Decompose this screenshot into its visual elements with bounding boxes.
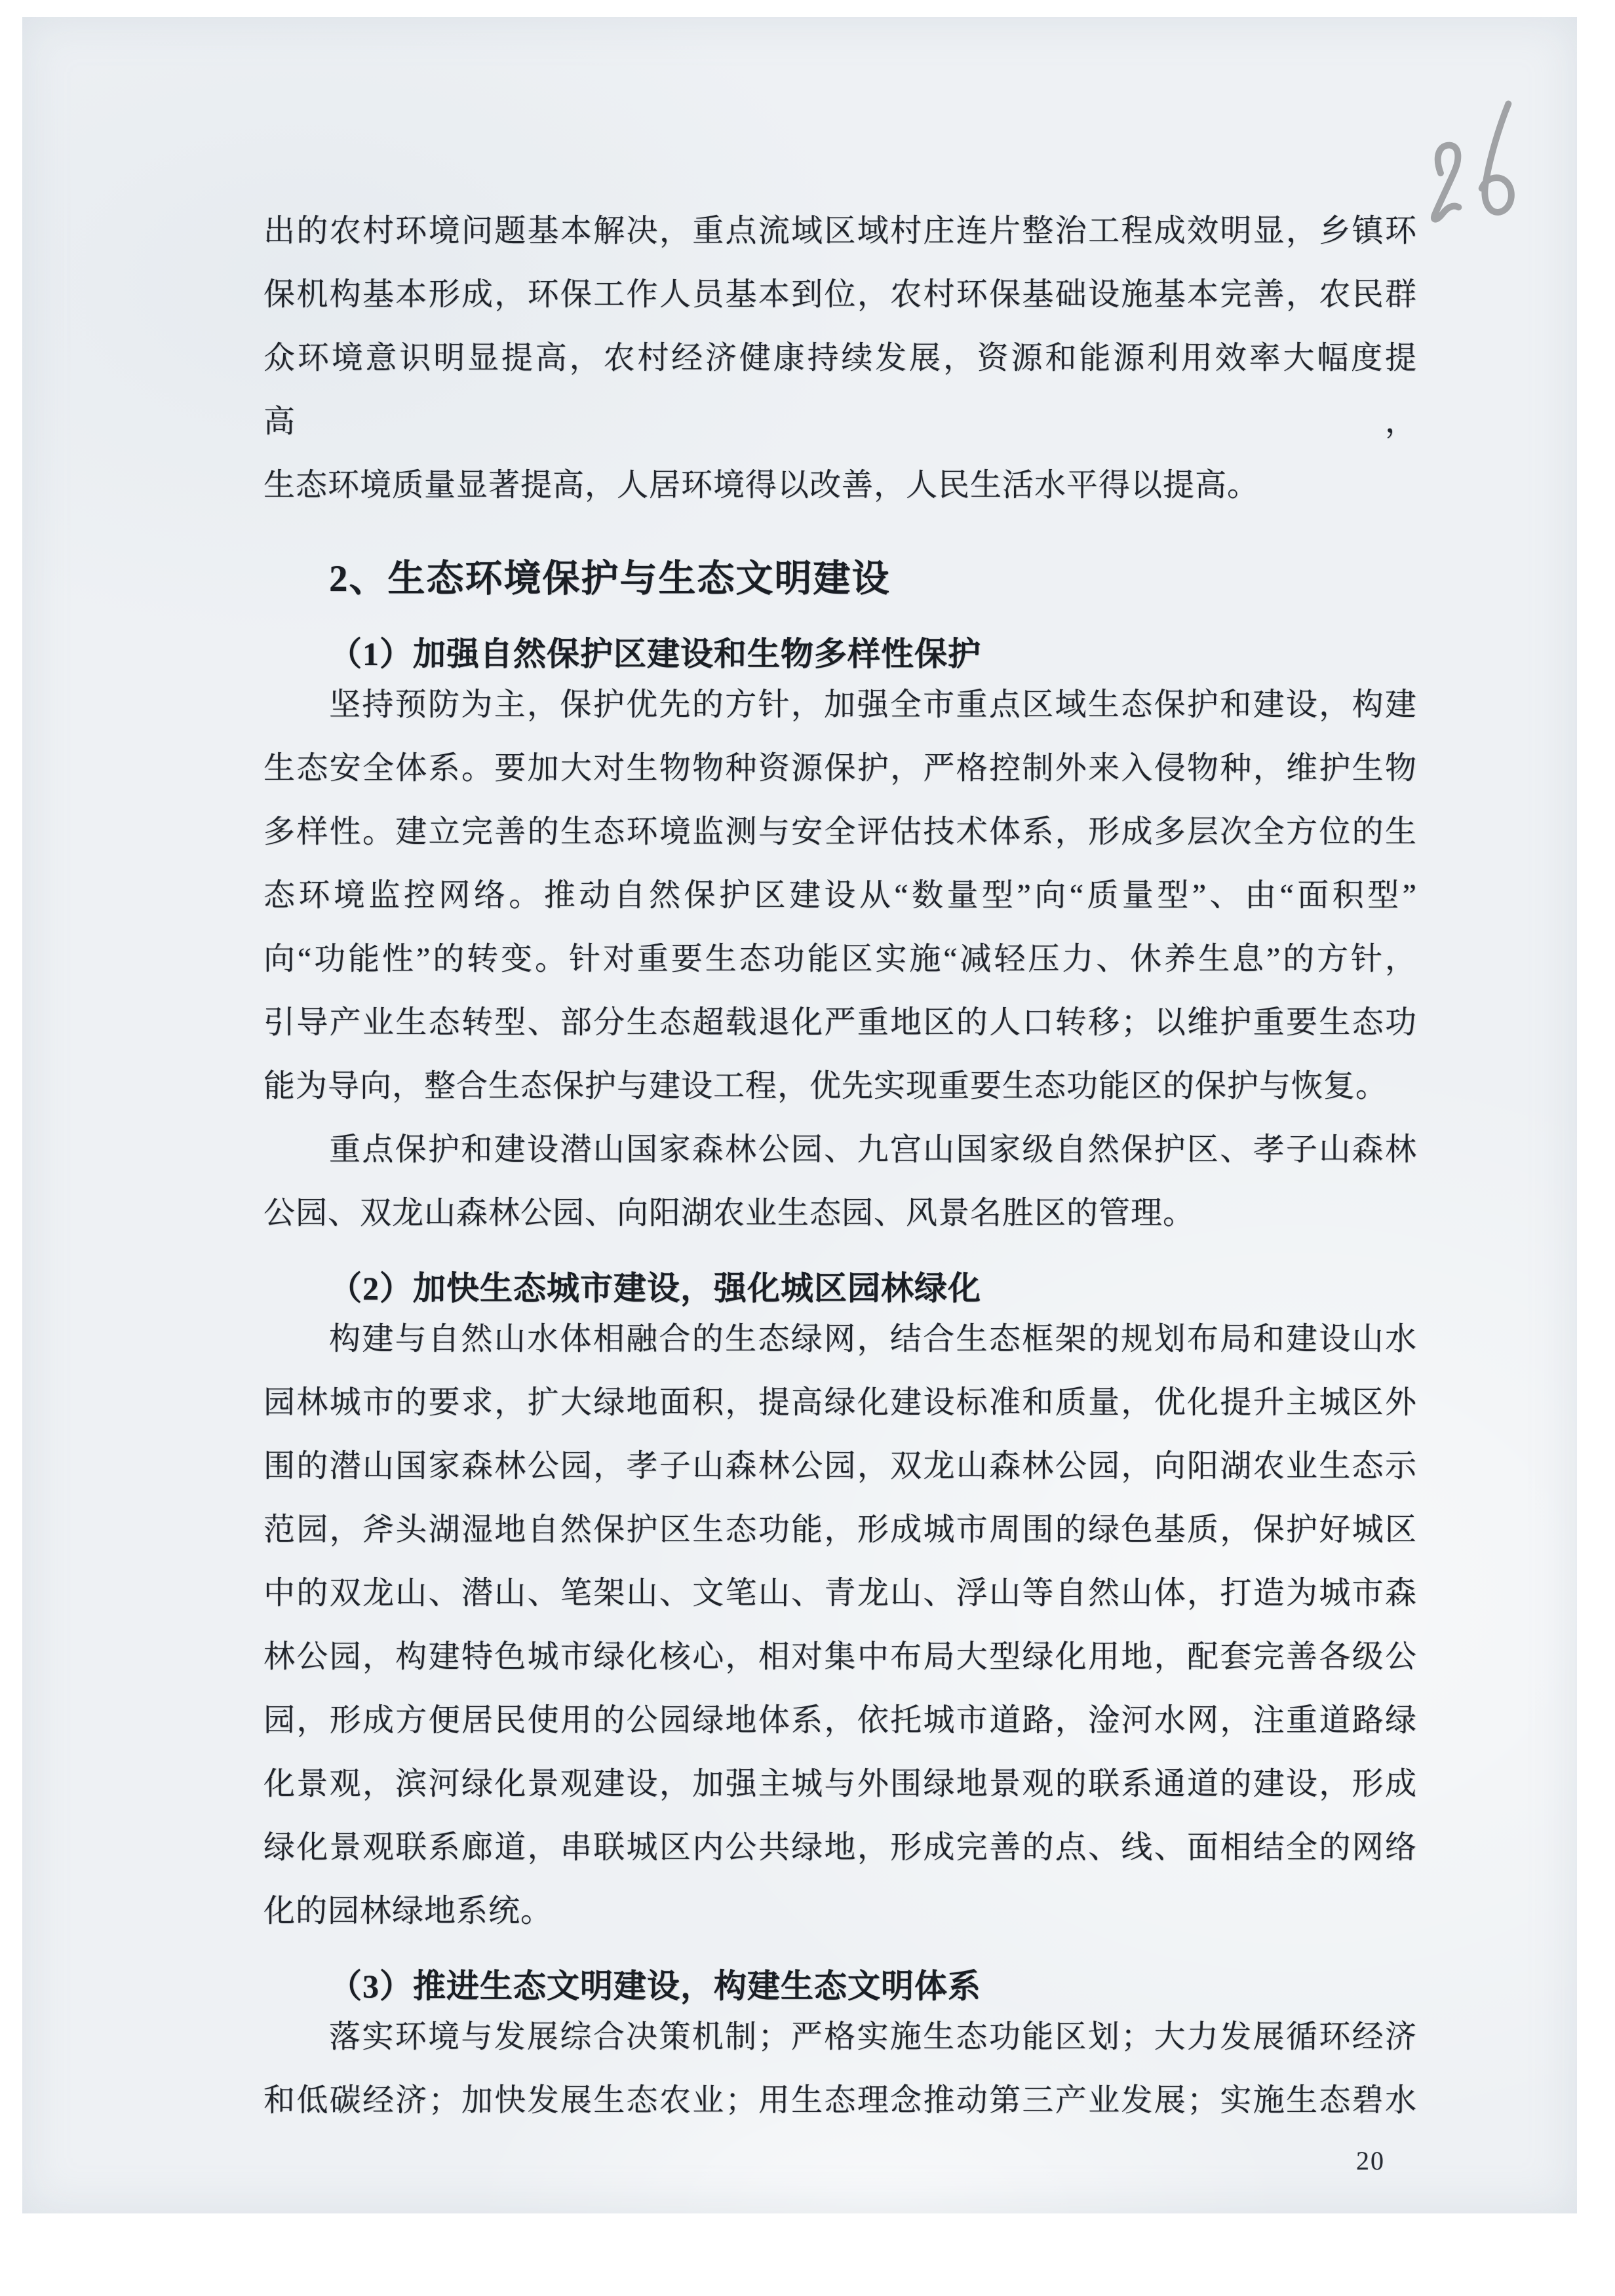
body-line: 围的潜山国家森林公园，孝子山森林公园，双龙山森林公园，向阳湖农业生态示 [263,1449,1417,1483]
body-line: 化景观，滨河绿化景观建设，加强主城与外围绿地景观的联系通道的建设，形成 [263,1767,1417,1801]
body-line: 保机构基本形成，环保工作人员基本到位，农村环保基础设施基本完善，农民群 [263,277,1417,312]
body-line: 生态安全体系。要加大对生物物种资源保护，严格控制外来入侵物种，维护生物 [263,751,1417,786]
body-line: 园，形成方便居民使用的公园绿地体系，依托城市道路，淦河水网，注重道路绿 [263,1703,1417,1738]
body-line: 重点保护和建设潜山国家森林公园、九宫山国家级自然保护区、孝子山森林 [329,1132,1417,1167]
body-line: 绿化景观联系廊道，串联城区内公共绿地，形成完善的点、线、面相结全的网络 [263,1830,1417,1865]
handwritten-digit-6 [1472,104,1521,214]
body-line: 中的双龙山、潜山、笔架山、文笔山、青龙山、浮山等自然山体，打造为城市森 [263,1576,1417,1611]
body-line: 构建与自然山水体相融合的生态绿网，结合生态框架的规划布局和建设山水 [329,1322,1417,1356]
section-heading: 2、生态环境保护与生态文明建设 [329,558,891,600]
body-line: 能为导向，整合生态保护与建设工程，优先实现重要生态功能区的保护与恢复。 [263,1069,1388,1103]
body-line: 范园，斧头湖湿地自然保护区生态功能，形成城市周围的绿色基质，保护好城区 [263,1512,1417,1547]
body-line: 公园、双龙山森林公园、向阳湖农业生态园、风景名胜区的管理。 [263,1196,1196,1231]
body-line: 园林城市的要求，扩大绿地面积，提高绿化建设标准和质量，优化提升主城区外 [263,1385,1417,1420]
subsection-heading-3: （3）推进生态文明建设，构建生态文明体系 [329,1968,981,2004]
page-number: 20 [1356,2146,1385,2175]
body-line: 态环境监控网络。推动自然保护区建设从“数量型”向“质量型”、由“面积型” [263,878,1417,913]
body-line: 向“功能性”的转变。针对重要生态功能区实施“减轻压力、休养生息”的方针， [263,942,1417,976]
body-line: 林公园，构建特色城市绿化核心，相对集中布局大型绿化用地，配套完善各级公 [263,1639,1417,1674]
body-line: 和低碳经济；加快发展生态农业；用生态理念推动第三产业发展；实施生态碧水 [263,2083,1417,2118]
text-column [263,199,1417,2132]
body-line: 众环境意识明显提高，农村经济健康持续发展，资源和能源利用效率大幅度提高， [263,341,1417,439]
handwritten-26-pencil-mark [1409,93,1543,250]
scan-paper-area [22,17,1577,2213]
body-line: 引导产业生态转型、部分生态超载退化严重地区的人口转移；以维护重要生态功 [263,1005,1417,1040]
body-line: 多样性。建立完善的生态环境监测与安全评估技术体系，形成多层次全方位的生 [263,814,1417,849]
body-line: 落实环境与发展综合决策机制；严格实施生态功能区划；大力发展循环经济 [329,2019,1417,2054]
body-line: 化的园林绿地系统。 [263,1894,553,1928]
body-line: 坚持预防为主，保护优先的方针，加强全市重点区域生态保护和建设，构建 [329,687,1417,722]
handwritten-digit-2 [1426,144,1466,220]
body-line: 生态环境质量显著提高，人居环境得以改善，人民生活水平得以提高。 [263,468,1260,503]
subsection-heading-1: （1）加强自然保护区建设和生物多样性保护 [329,636,981,672]
subsection-heading-2: （2）加快生态城市建设，强化城区园林绿化 [329,1270,981,1307]
body-line: 出的农村环境问题基本解决，重点流域区域村庄连片整治工程成效明显，乡镇环 [263,214,1417,248]
